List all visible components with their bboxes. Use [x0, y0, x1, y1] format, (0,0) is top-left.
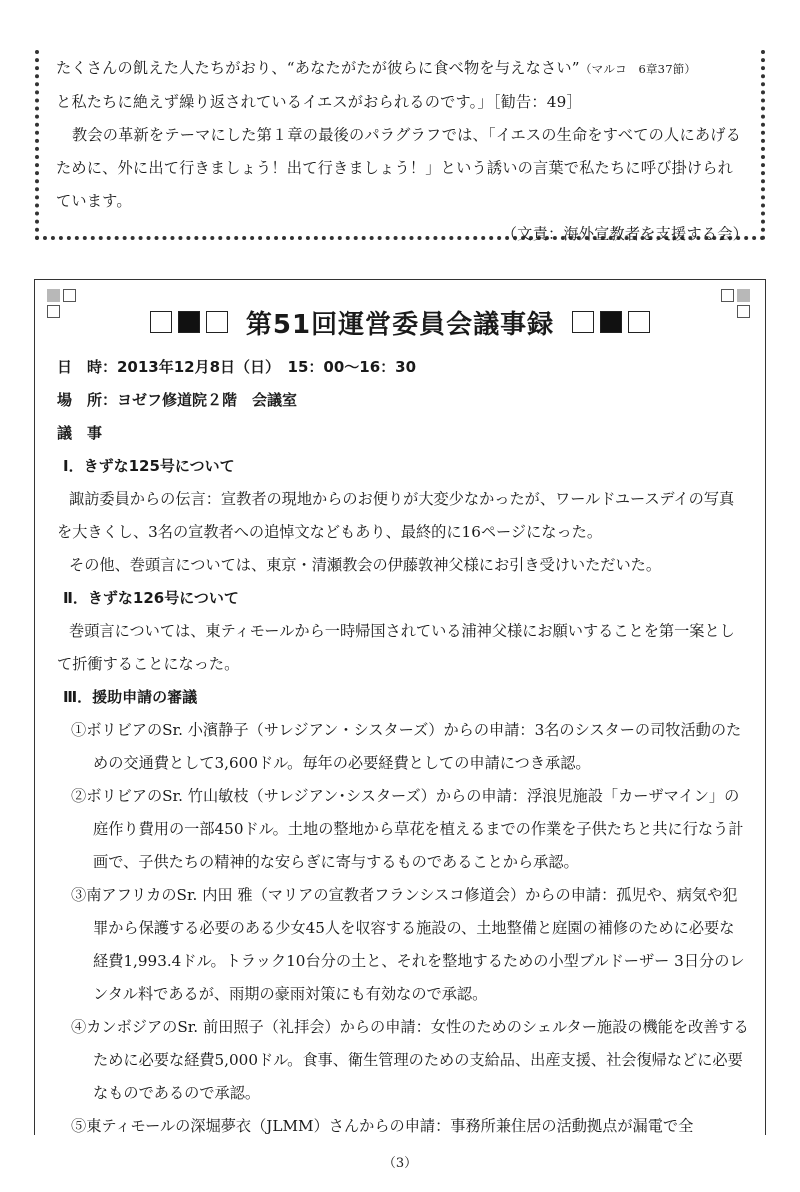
section-heading: Ⅱ．きずな126号について: [63, 589, 239, 607]
agenda-label: 議 事: [57, 424, 103, 442]
application-item: ③南アフリカのSr. 内田 雅（マリアの宣教者フランシスコ修道会）からの申請：孤児や、病気や犯罪から保護する必要のある少女45人を収容する施設の、土地整備と庭園の補修のために必要な経費1,993.4ドル。トラック10台分の土と、それを整地するための小型ブルドーザー 3日分のレンタル料であるが、雨期の豪雨対策にも有効なので承認。: [71, 886, 745, 1003]
title-squares-left: [150, 311, 228, 333]
signature: （文責：海外宣教者を支援する会）: [501, 225, 748, 243]
quote-line-1: たくさんの飢えた人たちがおり、“あなたがたが彼らに食べ物を与えなさい” （マルコ 6章37節）: [56, 59, 697, 77]
bible-reference: （マルコ 6章37節）: [585, 62, 697, 76]
quote-text-block: [56, 52, 748, 251]
section-heading: Ⅲ．援助申請の審議: [63, 688, 198, 706]
quote-line-2: と私たちに絶えず繰り返されているイエスがおられるのです。」［勧告：49］: [56, 93, 582, 111]
minutes-title-row: [0, 300, 800, 344]
minutes-content: [57, 351, 749, 1143]
section-paragraph: 諏訪委員からの伝言：宣教者の現地からのお便りが大変少なかったが、ワールドユースデイの写真を大きくし、3名の宣教者への追悼文などもあり、最終的に16ページになった。: [57, 490, 735, 541]
section-paragraph: 巻頭言については、東ティモールから一時帰国されている浦神父様にお願いすることを第一案として折衝することになった。: [57, 622, 735, 673]
meeting-place: 場 所：ヨゼフ修道院２階 会議室: [57, 391, 298, 409]
application-item: ④カンボジアのSr. 前田照子（礼拝会）からの申請：女性のためのシェルター施設の機能を改善するために必要な経費5,000ドル。食事、衛生管理のための支給品、出産支援、社会復帰などに必要なものであるので承認。: [71, 1018, 749, 1102]
meeting-date: 日 時：2013年12月8日（日） 15：00～16：30: [57, 358, 417, 376]
application-item: ①ボリビアのSr. 小濱静子（サレジアン・シスターズ）からの申請：3名のシスターの司牧活動のための交通費として3,600ドル。毎年の必要経費としての申請につき承認。: [71, 721, 742, 772]
application-item: ⑤東ティモールの深堀夢衣（JLMM）さんからの申請：事務所兼住居の活動拠点が漏電で全: [71, 1117, 694, 1135]
minutes-title: 第51回運営委員会議事録: [245, 309, 555, 340]
section-heading: Ⅰ．きずな125号について: [63, 457, 235, 475]
section-paragraph: その他、巻頭言については、東京・清瀬教会の伊藤敦神父様にお引き受けいただいた。: [69, 556, 662, 574]
application-item: ②ボリビアのSr. 竹山敏枝（サレジアン･シスターズ）からの申請：浮浪児施設「カーザマイン」の庭作り費用の一部450ドル。土地の整地から草花を植えるまでの作業を子供たちと共に行なう計画で、子供たちの精神的な安らぎに寄与するものであることから承認。: [71, 787, 744, 871]
closing-paragraph: 教会の革新をテーマにした第１章の最後のパラグラフでは、「イエスの生命をすべての人にあげるために、外に出て行きましょう！出て行きましょう！」という誘いの言葉で私たちに呼び掛けられています。: [56, 126, 741, 210]
page-number: （3）: [382, 1156, 418, 1171]
title-squares-right: [572, 311, 650, 333]
